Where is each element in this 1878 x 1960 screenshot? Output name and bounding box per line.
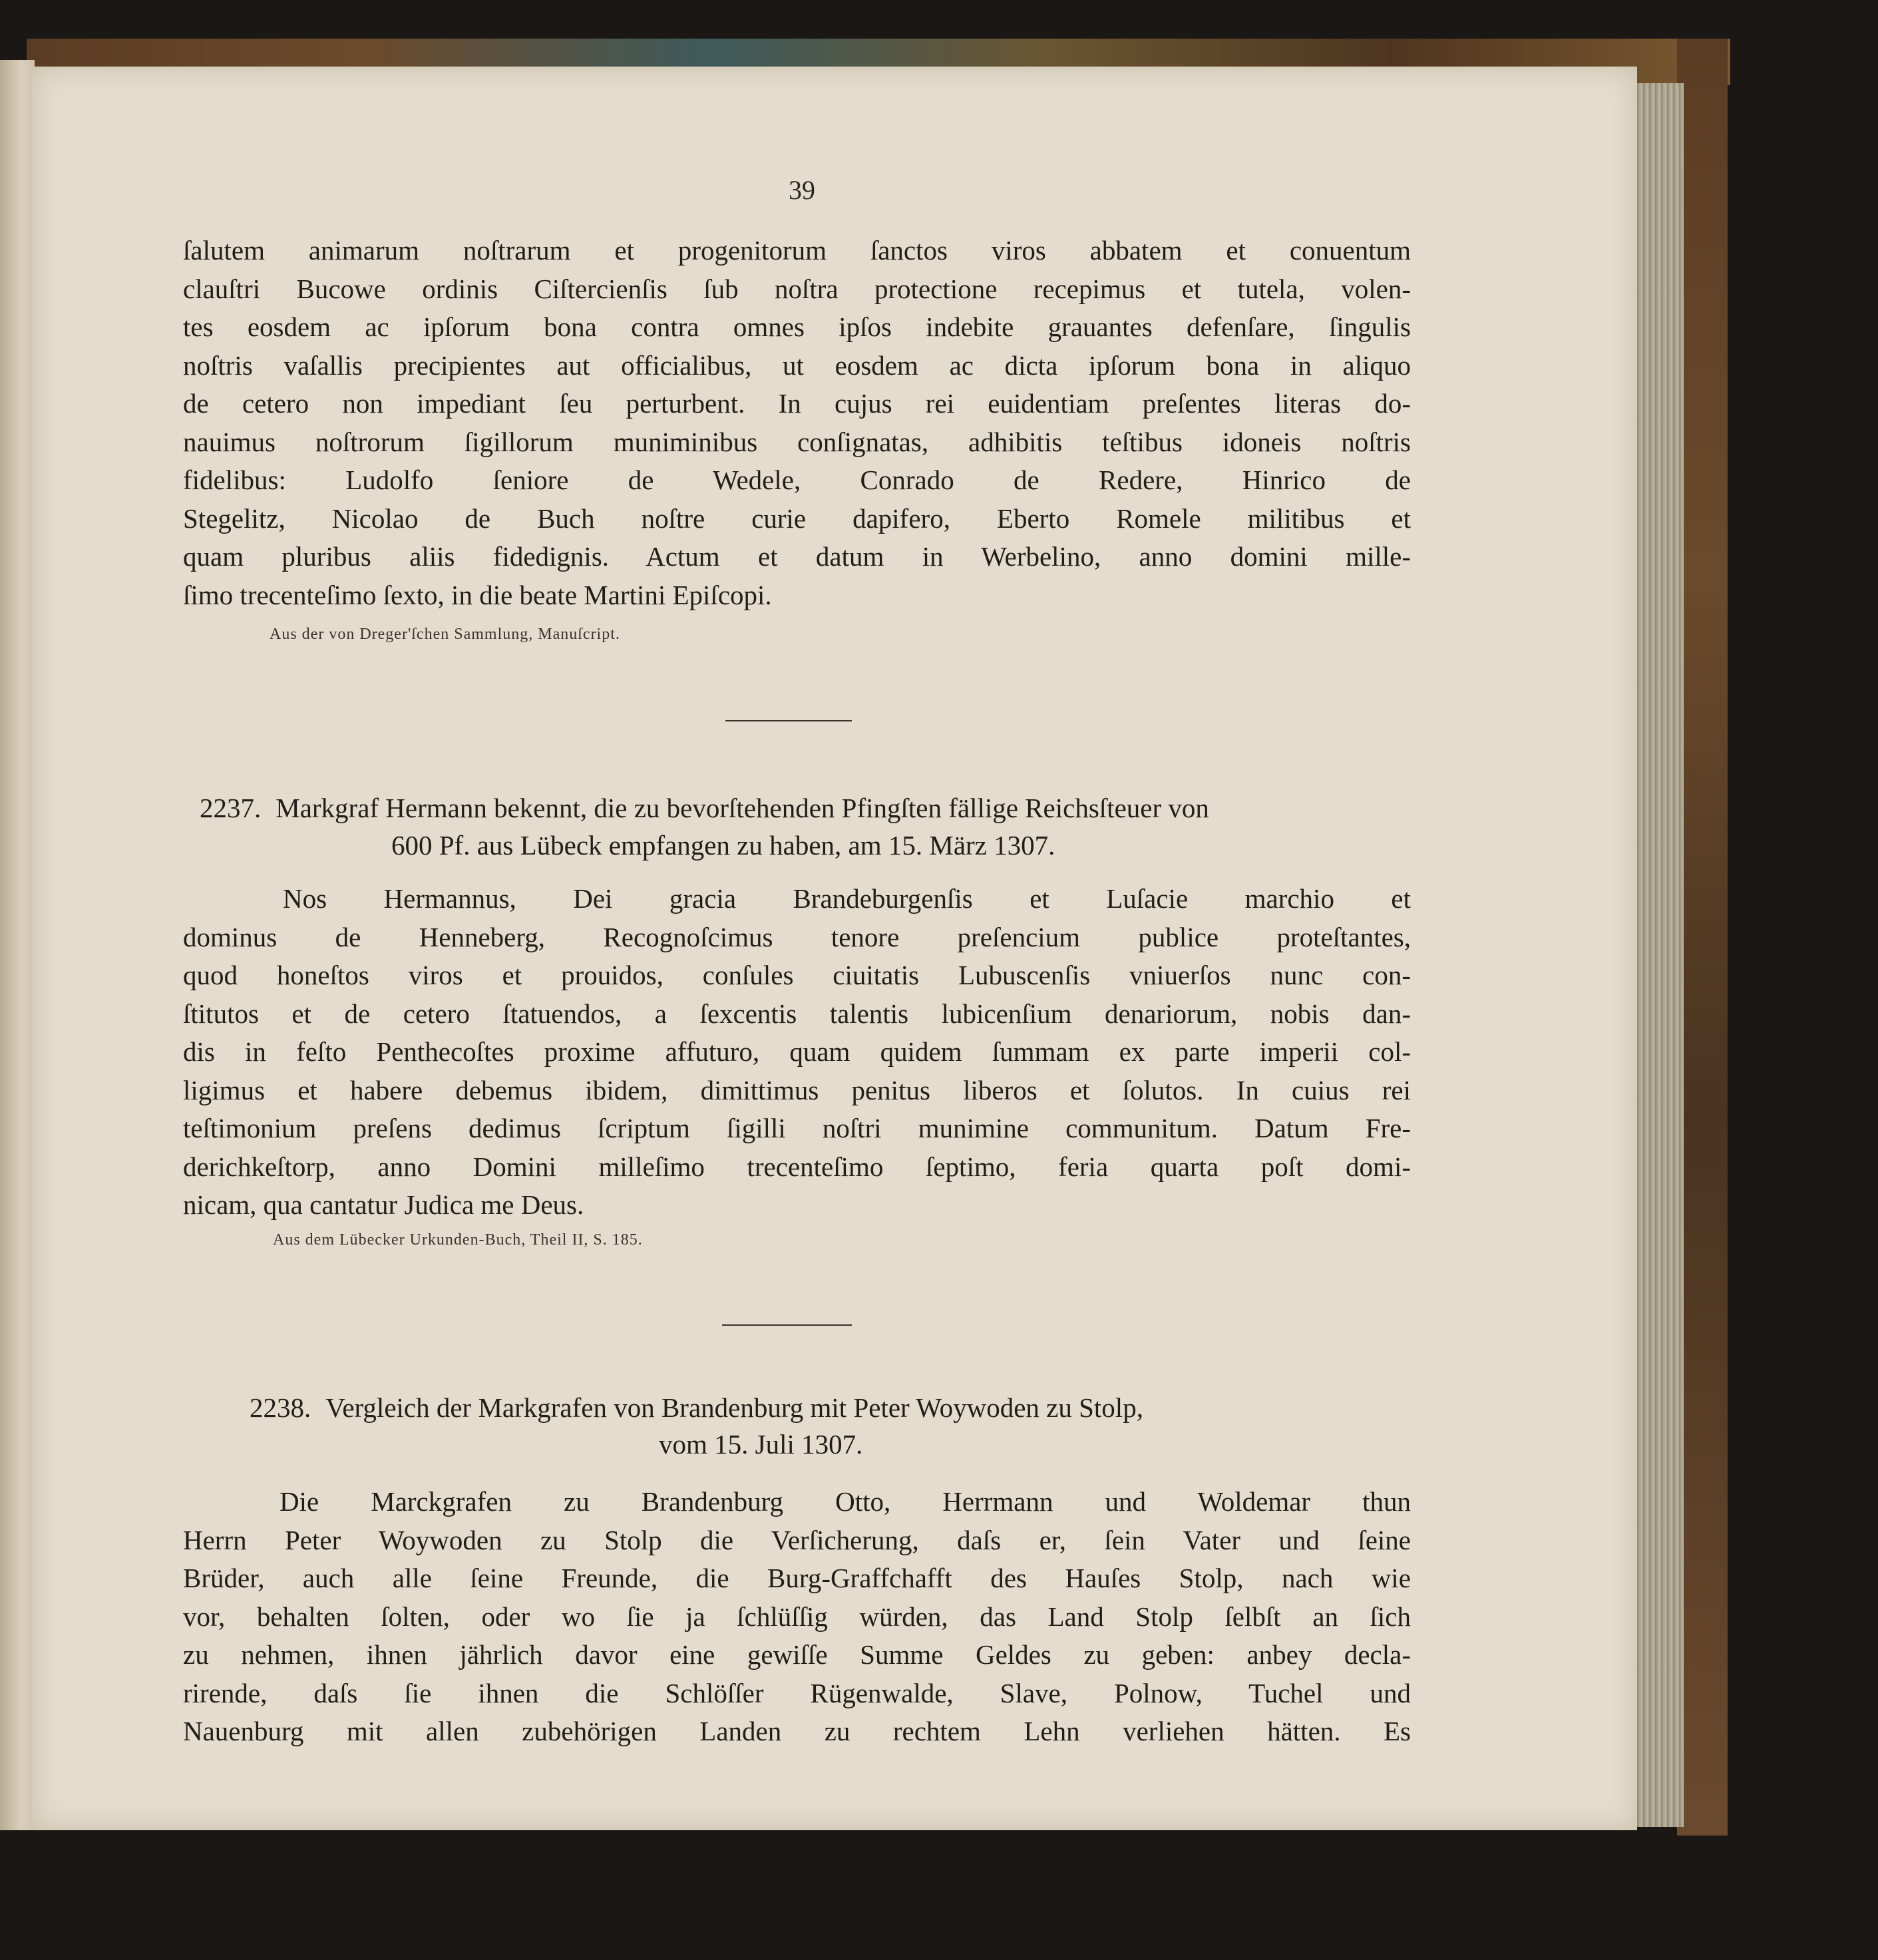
continuation-paragraph: [183, 232, 1411, 614]
text-line: derichkeſtorp, anno Domini milleſimo trecenteſimo ſeptimo, feria quarta poſt domi-: [183, 1151, 1411, 1182]
section-divider: [722, 1324, 852, 1326]
text-line: zu nehmen, ihnen jährlich davor eine gewiſſe Summe Geldes zu geben: anbey decla-: [183, 1639, 1411, 1670]
source-citation: Aus dem Lübecker Urkunden-Buch, Theil II, S. 185.: [273, 1231, 643, 1249]
text-line: tes eosdem ac ipſorum bona contra omnes ipſos indebite grauantes defenſare, ſingulis: [183, 311, 1411, 342]
document-heading-2238: [250, 1389, 1143, 1426]
text-line: dominus de Henneberg, Recognoſcimus tenore preſencium publice proteſtantes,: [183, 921, 1411, 952]
text-line: ſtitutos et de cetero ſtatuendos, a ſexcentis talentis lubicenſium denariorum, nobis dan-: [183, 998, 1411, 1029]
section-divider: [725, 720, 852, 721]
text-line: dis in feſto Penthecoſtes proxime affuturo, quam quidem ſummam ex parte imperii col-: [183, 1036, 1411, 1067]
document-number: 2238.: [250, 1392, 311, 1423]
text-line: fidelibus: Ludolfo ſeniore de Wedele, Conrado de Redere, Hinrico de: [183, 465, 1411, 495]
text-line: Herrn Peter Woywoden zu Stolp die Verſicherung, daſs er, ſein Vater und ſeine: [183, 1524, 1411, 1555]
text-line: Brüder, auch alle ſeine Freunde, die Burg-Graffchafft des Hauſes Stolp, nach wie: [183, 1563, 1411, 1593]
document-2237-body: [183, 880, 1411, 1225]
text-line: noſtris vaſallis precipientes aut officialibus, ut eosdem ac dicta ipſorum bona in aliquo: [183, 349, 1411, 381]
text-line: rirende, daſs ſie ihnen die Schlöſſer Rügenwalde, Slave, Polnow, Tuchel und: [183, 1677, 1411, 1708]
text-line: ligimus et habere debemus ibidem, dimittimus penitus liberos et ſolutos. In cuius rei: [183, 1074, 1411, 1105]
text-line: nauimus noſtrorum ſigillorum muniminibus conſignatas, adhibitis teſtibus idoneis noſtris: [183, 426, 1411, 457]
text-line: teſtimonium preſens dedimus ſcriptum ſigilli noſtri munimine communitum. Datum Fre-: [183, 1113, 1411, 1143]
text-line: Nauenburg mit allen zubehörigen Landen zu rechtem Lehn verliehen hätten. Es: [183, 1716, 1411, 1746]
document-2238-body: [183, 1483, 1411, 1751]
text-line: clauſtri Bucowe ordinis Ciſtercienſis ſub noſtra protectione recepimus et tutela, volen-: [183, 273, 1411, 304]
document-number: 2237.: [200, 793, 262, 823]
text-line: de cetero non impediant ſeu perturbent. In cujus rei euidentiam preſentes literas do-: [183, 388, 1411, 419]
facing-page-edge: [0, 60, 35, 1830]
page-number: 39: [789, 175, 815, 205]
source-citation: Aus der von Dreger'ſchen Sammlung, Manuſcript.: [270, 626, 620, 643]
document-heading-2237-line2: 600 Pf. aus Lübeck empfangen zu haben, am 15. März 1307.: [391, 830, 1055, 861]
text-line: ſimo trecenteſimo ſexto, in die beate Martini Epiſcopi.: [183, 579, 772, 610]
text-line: ſalutem animarum noſtrarum et progenitorum ſanctos viros abbatem et conuentum: [183, 235, 1411, 266]
heading-text: Vergleich der Markgrafen von Brandenburg mit Peter Woywoden zu Stolp,: [325, 1392, 1143, 1423]
page-edges: [1634, 83, 1684, 1827]
book-cover-right: [1677, 39, 1728, 1836]
text-line: quod honeſtos viros et prouidos, conſules ciuitatis Lubuscenſis vniuerſos nunc con-: [183, 960, 1411, 990]
heading-text: Markgraf Hermann bekennt, die zu bevorſtehenden Pfingſten fällige Reichsſteuer von: [276, 793, 1209, 823]
document-heading-2237: [200, 789, 1209, 827]
text-line: Die Marckgrafen zu Brandenburg Otto, Herrmann und Woldemar thun: [280, 1486, 1411, 1517]
text-line: Nos Hermannus, Dei gracia Brandeburgenſis et Luſacie marchio et: [283, 883, 1411, 914]
text-line: nicam, qua cantatur Judica me Deus.: [183, 1189, 584, 1220]
text-line: vor, behalten ſolten, oder wo ſie ja ſchlüſſig würden, das Land Stolp ſelbſt an ſich: [183, 1601, 1411, 1632]
document-heading-2238-line2: vom 15. Juli 1307.: [659, 1429, 863, 1460]
text-line: Stegelitz, Nicolao de Buch noſtre curie dapifero, Eberto Romele militibus et: [183, 502, 1411, 534]
text-line: quam pluribus aliis fidedignis. Actum et datum in Werbelino, anno domini mille-: [183, 541, 1411, 572]
